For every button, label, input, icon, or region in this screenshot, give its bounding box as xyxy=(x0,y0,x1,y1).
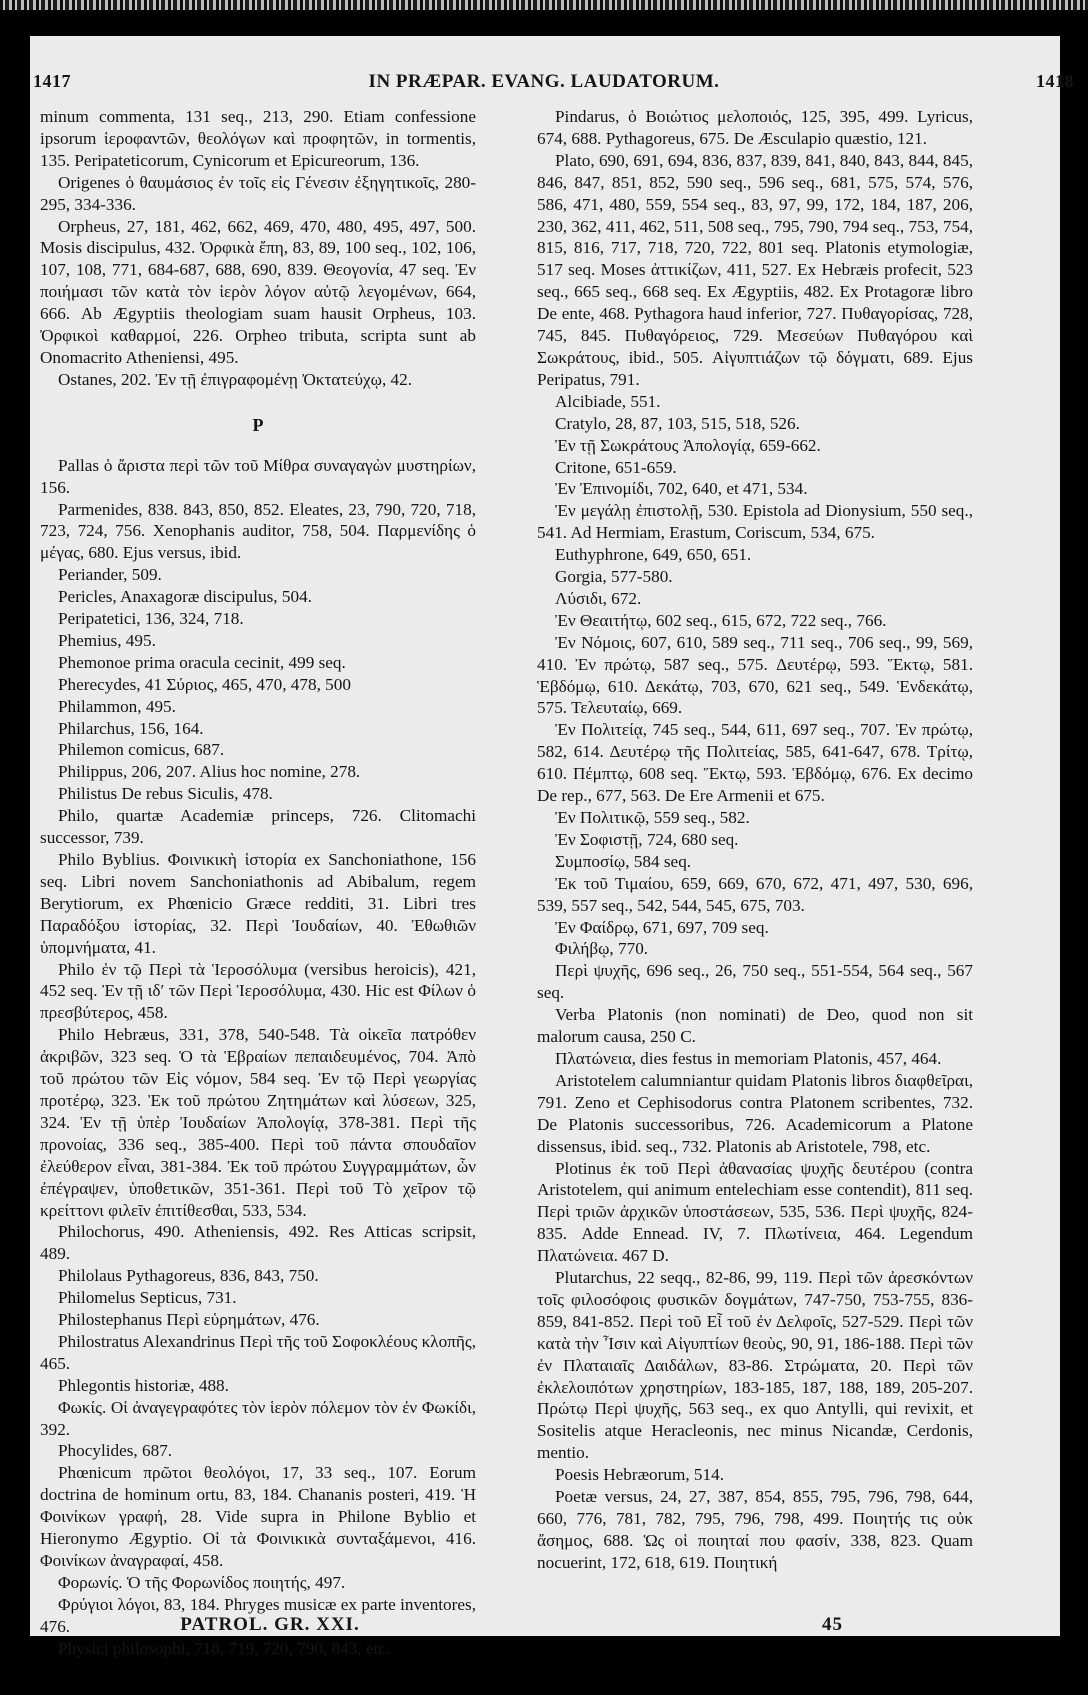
right-column-number: 1418 xyxy=(1036,71,1074,91)
index-entry: Συμποσίῳ, 584 seq. xyxy=(555,851,692,871)
index-entry: Ἐν τῇ Σωκράτους Ἀπολογίᾳ, 659-662. xyxy=(555,435,821,455)
index-entry: Plotinus ἐκ τοῦ Περὶ ἀθανασίας ψυχῆς δευτέρου (contra Aristotelem, qui animum entelechiam esse contendit), 811 seq. Περὶ τριῶν ἀρχικῶν ὑποστάσεων, 535, 536. Περὶ ψυχῆς, 824-835. Adde Ennead. IV, 7. Πλωτίνεια, 464. Legendum Πλατώνεια. 467 D. xyxy=(537,1158,973,1266)
index-entry: Pericles, Anaxagoræ discipulus, 504. xyxy=(58,587,312,607)
index-entry: Critone, 651-659. xyxy=(555,457,677,477)
index-entry: Φρύγιοι λόγοι, 83, 184. Phryges musicæ ex parte inventores, 476. xyxy=(40,1594,476,1636)
index-entry: Verba Platonis (non nominati) de Deo, quod non sit malorum causa, 250 C. xyxy=(537,1005,973,1047)
index-entry: Ἐν Νόμοις, 607, 610, 589 seq., 711 seq., 706 seq., 99, 569, 410. Ἐν πρώτῳ, 587 seq., 575. Δευτέρῳ, 593. Ἕκτῳ, 581. Ἑβδόμῳ, 610. Δεκάτῳ, 703, 670, 621 seq., 549. Ἑνδεκάτῳ, 575. Τελευταίῳ, 669. xyxy=(537,632,973,718)
index-entry: Philomelus Septicus, 731. xyxy=(58,1288,237,1308)
index-entry: Φωκίς. Οἱ ἀναγεγραφότες τὸν ἱερὸν πόλεμον τὸν ἐν Φωκίδι, 392. xyxy=(40,1397,476,1439)
index-entry: Parmenides, 838. 843, 850, 852. Eleates, 23, 790, 720, 718, 723, 724, 756. Xenophanis auditor, 758, 504. Παρμενίδης ὁ μέγας, 680. Ejus versus, ibid. xyxy=(40,499,476,563)
index-entry: Philo ἐν τῷ Περὶ τὰ Ἱεροσόλυμα (versibus heroicis), 421, 452 seq. Ἐν τῇ ιδʹ τῶν Περὶ Ἱεροσόλυμα, 430. Hic est Φίλων ὁ πρεσβύτερος, 458. xyxy=(40,959,476,1023)
index-entry: Phocylides, 687. xyxy=(58,1441,173,1461)
index-entry: Alcibiade, 551. xyxy=(555,391,661,411)
index-entry: Philarchus, 156, 164. xyxy=(58,718,204,738)
index-entry: Ἐν Φαίδρῳ, 671, 697, 709 seq. xyxy=(555,917,769,937)
right-column xyxy=(537,106,973,1603)
index-entry: Euthyphrone, 649, 650, 651. xyxy=(555,545,752,565)
index-entry: Philochorus, 490. Atheniensis, 492. Res Atticas scripsit, 489. xyxy=(40,1222,476,1264)
index-entry: Orpheus, 27, 181, 462, 662, 469, 470, 480, 495, 497, 500. Mosis discipulus, 432. Ὀρφικὰ ἔπη, 83, 89, 100 seq., 102, 106, 107, 108, 771, 684-687, 688, 690, 839. Θεογονία, 47 seq. Ἐν ποιήμασι τῶν κατὰ τὸν ἱερὸν λόγον αὐτῷ λεγομένων, 664, 666. Ab Ægyptiis theologiam suam hausit Orpheus, 103. Ὀρφικοὶ καθαρμοί, 226. Orpheo tributa, scripta sunt ab Onomacrito Atheniensi, 495. xyxy=(40,216,476,367)
index-entry: Φιλήβῳ, 770. xyxy=(555,939,649,959)
index-entry: Plutarchus, 22 seqq., 82-86, 99, 119. Περὶ τῶν ἀρεσκόντων τοῖς φιλοσόφοις φυσικῶν δογμάτων, 747-750, 753-755, 836-859, 841-852. Περὶ τοῦ Εἶ τοῦ ἐν Δελφοῖς, 527-529. Περὶ τῶν κατὰ τὴν Ἶσιν καὶ Αἰγυπτίων θεοὺς, 90, 91, 186-188. Περὶ τῶν ἐν Πλαταιαῖς Δαιδάλων, 83-86. Στρώματα, 20. Περὶ τῶν ἐκλελοιπότων χρηστηρίων, 183-185, 187, 188, 189, 205-207. Πρώτῳ Περὶ ψυχῆς, 563 seq., ex quo Antylli, qui revixit, et Sositelis atque Heracleonis, nec minus Nicandæ, Cerdonis, mentio. xyxy=(537,1268,973,1463)
index-entry: Ἐκ τοῦ Τιμαίου, 659, 669, 670, 672, 471, 497, 530, 696, 539, 557 seq., 542, 544, 545, 675, 703. xyxy=(537,873,973,915)
index-entry: Origenes ὁ θαυμάσιος ἐν τοῖς εἰς Γένεσιν ἐξηγητικοῖς, 280-295, 334-336. xyxy=(40,172,476,214)
index-entry: Philolaus Pythagoreus, 836, 843, 750. xyxy=(58,1266,319,1286)
index-entry: Plato, 690, 691, 694, 836, 837, 839, 841, 840, 843, 844, 845, 846, 847, 851, 852, 590 seq., 596 seq., 681, 575, 574, 576, 586, 471, 480, 559, 554 seq., 83, 97, 99, 172, 184, 187, 206, 230, 362, 411, 462, 511, 508 seq., 795, 790, 794 seq., 753, 754, 815, 816, 717, 718, 720, 722, 801 seq. Platonis etymologiæ, 517 seq. Moses ἀττικίζων, 411, 527. Ex Hebræis profecit, 523 seq., 665 seq., 668 seq. Ex Ægyptiis, 482. Ex Protagoræ libro De ente, 468. Pythagora haud inferior, 727. Πυθαγορίσας, 728, 745, 845. Πυθαγόρειος, 729. Μεσεύων Πυθαγόρου καὶ Σωκράτους, ibid., 505. Αἰγυπτιάζων τῷ δόγματι, 689. Ejus Peripatus, 791. xyxy=(537,150,973,389)
scan-edge-noise xyxy=(0,0,1088,10)
index-entry: Philostratus Alexandrinus Περὶ τῆς τοῦ Σοφοκλέους κλοπῆς, 465. xyxy=(40,1331,476,1373)
index-entry: Ἐν Θεαιτήτῳ, 602 seq., 615, 672, 722 seq., 766. xyxy=(555,610,887,630)
index-entry: Ἐν Ἐπινομίδι, 702, 640, et 471, 534. xyxy=(555,479,808,499)
index-entry: Pindarus, ὁ Βοιώτιος μελοποιός, 125, 395, 499. Lyricus, 674, 688. Pythagoreus, 675. De Æsculapio quæstio, 121. xyxy=(537,107,973,148)
index-entry: Poetæ versus, 24, 27, 387, 854, 855, 795, 796, 798, 644, 660, 776, 781, 782, 795, 796, 798, 499. Ποιητής τις οὐκ ἄσημος, 688. Ὡς οἱ ποιηταί που φασίν, 338, 823. Quam nocuerint, 172, 618, 619. Ποιητική xyxy=(537,1487,973,1572)
index-entry: Phlegontis historiæ, 488. xyxy=(58,1375,229,1395)
index-entry: Periander, 509. xyxy=(58,565,162,585)
index-entry: Ostanes, 202. Ἐν τῇ ἐπιγραφομένῃ Ὀκτατεύχῳ, 42. xyxy=(58,369,413,389)
index-entry: Aristotelem calumniantur quidam Platonis libros διαφθεῖραι, 791. Zeno et Cephisodorus contra Platonem scribentes, 732. De Platonis successoribus, 726. Academicorum a Platone dissensus, ibid. seq., 732. Platonis ab Aristotele, 798, etc. xyxy=(537,1070,973,1156)
index-entry: Phemonoe prima oracula cecinit, 499 seq. xyxy=(58,652,346,672)
index-entry: Physici philosophi, 718, 719, 720, 790, 843, etc. xyxy=(58,1638,391,1658)
index-entry: Phemius, 495. xyxy=(58,630,156,650)
index-entry: Ἐν μεγάλῃ ἐπιστολῇ, 530. Epistola ad Dionysium, 550 seq., 541. Ad Hermiam, Erastum, Coriscum, 534, 675. xyxy=(537,501,973,543)
index-entry: minum commenta, 131 seq., 213, 290. Etiam confessione ipsorum ἱεροφαντῶν, θεολόγων καὶ προφητῶν, in tormentis, 135. Peripateticorum, Cynicorum et Epicureorum, 136. xyxy=(40,107,476,170)
index-entry: Poesis Hebræorum, 514. xyxy=(555,1465,725,1485)
index-entry: Philammon, 495. xyxy=(58,696,176,716)
right-entries xyxy=(537,106,973,1574)
index-entry: Pallas ὁ ἄριστα περὶ τῶν τοῦ Μίθρα συναγαγὼν μυστηρίων, 156. xyxy=(40,455,476,497)
index-entry: Philo Hebræus, 331, 378, 540-548. Τὰ οἰκεῖα πατρόθεν ἀκριβῶν, 323 seq. Ὁ τὰ Ἑβραίων πεπαιδευμένος, 704. Ἀπὸ τοῦ πρώτου τῶν Εἰς νόμον, 584 seq. Ἐν τῷ Περὶ γεωργίας προτέρῳ, 323. Ἐκ τοῦ πρώτου Ζητημάτων καὶ λύσεων, 325, 324. Ἐν τῇ ὑπὲρ Ἰουδαίων Ἀπολογίᾳ, 378-381. Περὶ τῆς προνοίας, 336 seq., 385-400. Περὶ τοῦ πάντα σπουδαῖον ἐλεύθερον εἶναι, 381-384. Ἐκ τοῦ πρώτου Συγγραμμάτων, ὧν ἐπέγραψεν, ὑποθετικῶν, 351-361. Περὶ τοῦ Τὸ χεῖρον τῷ κρείττονι φιλεῖν ἐπιτίθεσθαι, 533, 534. xyxy=(40,1025,476,1220)
index-entry: Ἐν Πολιτείᾳ, 745 seq., 544, 611, 697 seq., 707. Ἐν πρώτῳ, 582, 614. Δευτέρῳ τῆς Πολιτείας, 585, 641-647, 678. Τρίτῳ, 610. Πέμπτῳ, 608 seq. Ἕκτῳ, 593. Ἑβδόμῳ, 676. Ex decimo De rep., 677, 563. De Ere Armenii et 675. xyxy=(537,720,973,806)
running-title: IN PRÆPAR. EVANG. LAUDATORUM. xyxy=(368,71,720,92)
index-entry: Philemon comicus, 687. xyxy=(58,740,225,760)
index-entry: Philippus, 206, 207. Alius hoc nomine, 278. xyxy=(58,762,361,782)
index-entry: Phœnicum πρῶτοι θεολόγοι, 17, 33 seq., 107. Eorum doctrina de hominum ortu, 83, 184. Chananis posteri, 419. Ἡ Φοινίκων γραφή, 28. Vide supra in Philone Byblio et Hieronymo Ægyptio. Οἱ τὰ Φοινικικὰ συνταξάμενοι, 416. Φοινίκων ἀναγραφαί, 458. xyxy=(40,1463,476,1570)
index-entry: Pherecydes, 41 Σύριος, 465, 470, 478, 500 xyxy=(58,674,351,694)
index-entry: Gorgia, 577-580. xyxy=(555,567,673,587)
index-entry: Πλατώνεια, dies festus in memoriam Platonis, 457, 464. xyxy=(555,1048,942,1068)
index-entry: Philistus De rebus Siculis, 478. xyxy=(58,784,273,804)
index-entry: Philo, quartæ Academiæ princeps, 726. Clitomachi successor, 739. xyxy=(40,806,476,848)
index-entry: Λύσιδι, 672. xyxy=(555,588,642,608)
index-entry: Φορωνίς. Ὁ τῆς Φορωνίδος ποιητής, 497. xyxy=(58,1572,346,1592)
index-entry: Philo Byblius. Φοινικικὴ ἱστορία ex Sanchoniathone, 156 seq. Libri novem Sanchoniathonis ad Abibalum, regem Berytiorum, ex Phœnicio Græce redditi, 31. Libri tres Παραδόξου ἱστορίας, 32. Περὶ Ἰουδαίων, 40. Ἐθωθιῶν ὑπομνήματα, 41. xyxy=(40,850,476,957)
footer-series-title: PATROL. GR. XXI. xyxy=(180,1614,360,1635)
index-entry: Philostephanus Περὶ εὑρημάτων, 476. xyxy=(58,1310,320,1330)
index-entry: Ἐν Πολιτικῷ, 559 seq., 582. xyxy=(555,808,750,827)
index-entry: Peripatetici, 136, 324, 718. xyxy=(58,609,244,629)
index-entry: Περὶ ψυχῆς, 696 seq., 26, 750 seq., 551-554, 564 seq., 567 seq. xyxy=(537,961,973,1003)
left-main-entries xyxy=(40,455,476,1660)
left-column-number: 1417 xyxy=(33,71,71,91)
index-entry: Cratylo, 28, 87, 103, 515, 518, 526. xyxy=(555,413,800,433)
page-signature: 45 xyxy=(822,1614,843,1635)
left-top-entries xyxy=(40,106,476,391)
index-entry: Ἐν Σοφιστῇ, 724, 680 seq. xyxy=(555,829,739,849)
section-letter-heading: P xyxy=(252,414,264,435)
